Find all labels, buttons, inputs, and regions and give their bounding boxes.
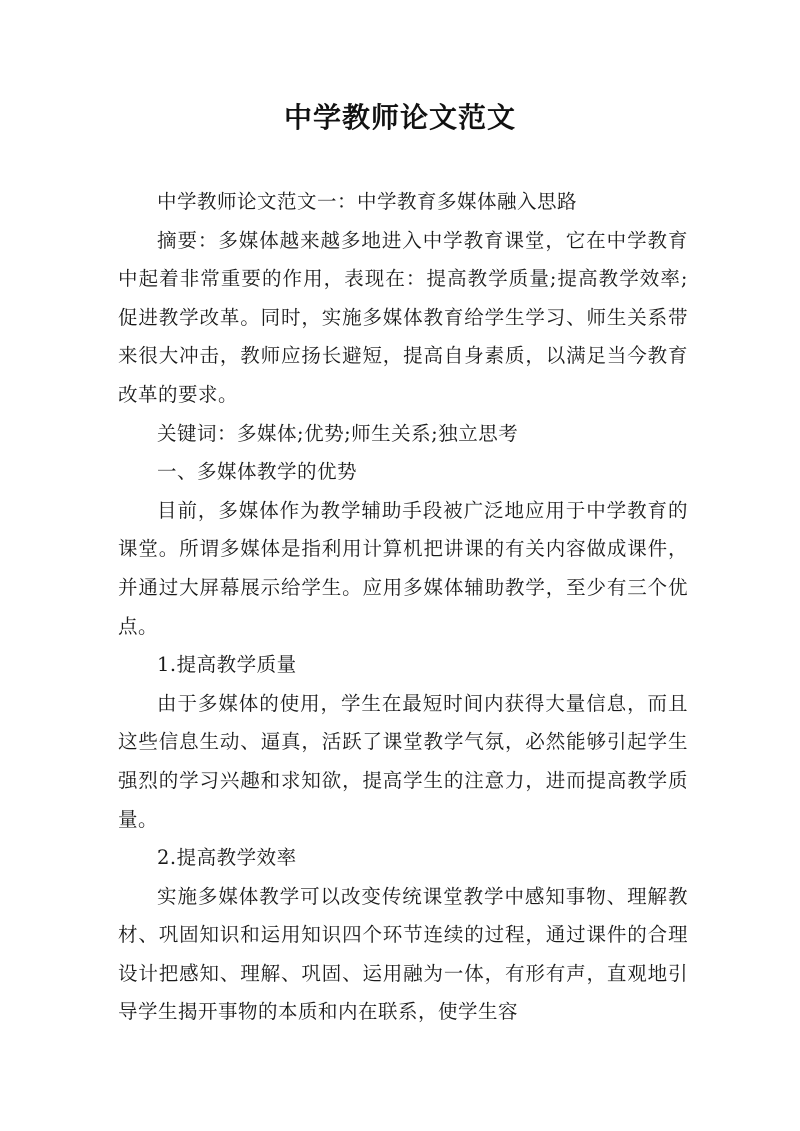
- paper-subtitle: 中学教师论文范文一：中学教育多媒体融入思路: [157, 190, 578, 213]
- keywords-paragraph: 关键词：多媒体;优势;师生关系;独立思考: [157, 421, 519, 445]
- document-body: [118, 183, 688, 1032]
- body-paragraph: 实施多媒体教学可以改变传统课堂教学中感知事物、理解教材、巩固知识和运用知识四个环节连续的过程，通过课件的合理设计把感知、理解、巩固、运用融为一体，有形有声，直观地引导学生揭开事物的本质和内在联系，使学生容: [118, 884, 688, 1024]
- subsection-heading-2: 2.提高教学效率: [157, 846, 297, 870]
- section-heading-1: 一、多媒体教学的优势: [157, 460, 358, 484]
- abstract-paragraph: 摘要：多媒体越来越多地进入中学教育课堂，它在中学教育中起着非常重要的作用，表现在：提高教学质量;提高教学效率;促进教学改革。同时，实施多媒体教育给学生学习、师生关系带来很大冲击，教师应扬长避短，提高自身素质，以满足当今教育改革的要求。: [118, 228, 688, 406]
- subsection-heading-1: 1.提高教学质量: [157, 653, 297, 677]
- document-title: 中学教师论文范文: [283, 101, 516, 134]
- body-paragraph: 目前，多媒体作为教学辅助手段被广泛地应用于中学教育的课堂。所谓多媒体是指利用计算机把讲课的有关内容做成课件，并通过大屏幕展示给学生。应用多媒体辅助教学，至少有三个优点。: [118, 498, 688, 638]
- body-paragraph: 由于多媒体的使用，学生在最短时间内获得大量信息，而且这些信息生动、逼真，活跃了课堂教学气氛，必然能够引起学生强烈的学习兴趣和求知欲，提高学生的注意力，进而提高教学质量。: [118, 691, 688, 831]
